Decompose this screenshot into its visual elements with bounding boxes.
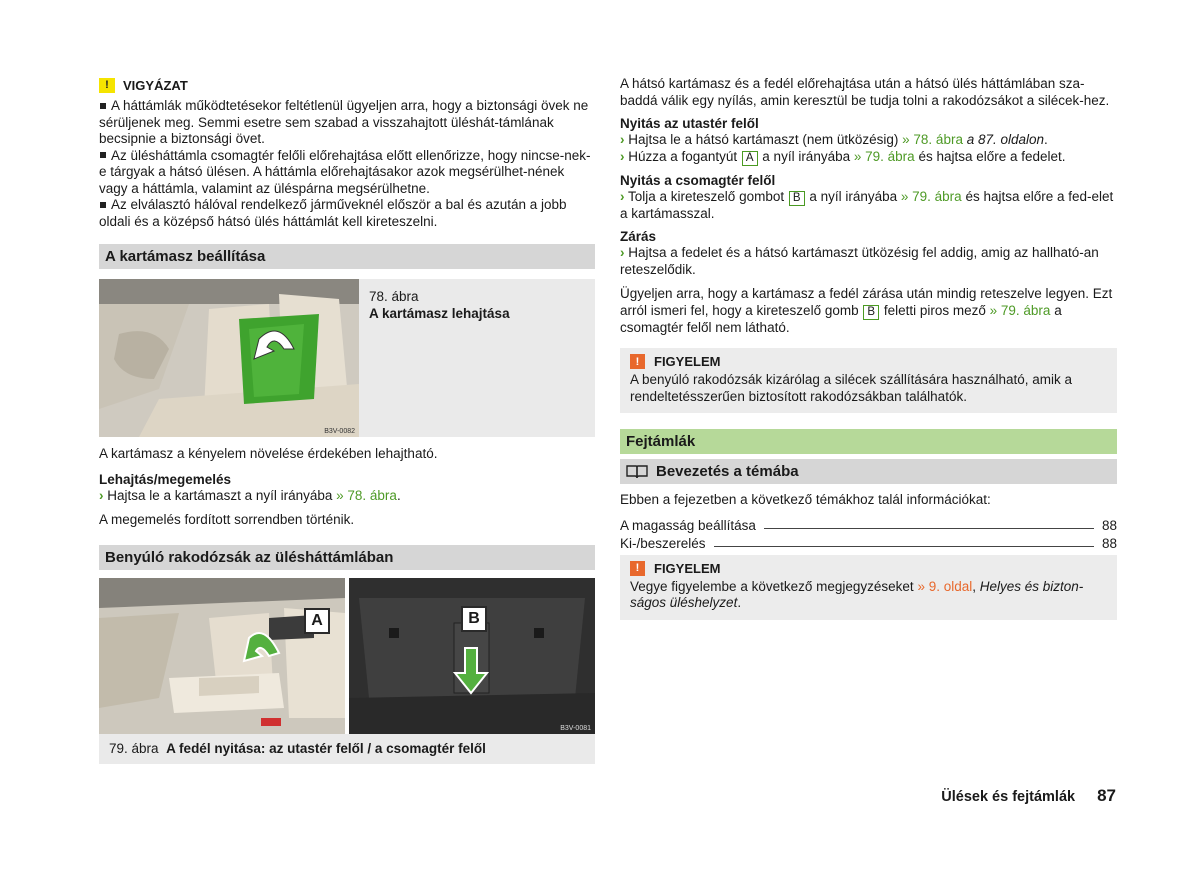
figure-ref-link[interactable]: » 79. ábra: [900, 188, 962, 204]
figure-ref-link[interactable]: » 79. ábra: [989, 302, 1051, 318]
label-b-box: B: [789, 191, 805, 206]
warning-title: VIGYÁZAT: [123, 77, 188, 93]
step-arrow-icon: ›: [620, 148, 625, 164]
notice-text: Vegye figyelembe a következő megjegyzéseket » 9. oldal, Helyes és bizton-ságos üléshelyzet.: [630, 578, 1084, 610]
section-heading-headrests: Fejtámlák: [620, 429, 1117, 454]
section-heading-ski-bag: Benyúló rakodózsák az ülésháttámlában: [99, 545, 595, 570]
warning-item: Az elválasztó hálóval rendelkező járműveknél először a bal és azután a jobb oldali és a középső hátsó ülés háttámlát kell kireteszelni.: [99, 197, 567, 229]
step-open-inside-2: › Húzza a fogantyút A a nyíl irányába » 79. ábra és hajtsa előre a fedelet.: [620, 148, 1066, 164]
raise-note: A megemelés fordított sorrendben történik.: [99, 512, 355, 527]
page-ref-link[interactable]: » 9. oldal: [917, 578, 973, 594]
toc-row[interactable]: A magasság beállítása 88: [620, 517, 1117, 533]
step-arrow-icon: ›: [99, 487, 104, 503]
step-open-trunk-1: › Tolja a kireteszelő gombot B a nyíl irányába » 79. ábra és hajtsa előre a fed-elet a kartámasszal.: [620, 188, 1114, 221]
notice-heading: ! FIGYELEM: [630, 354, 1107, 369]
label-b: B: [461, 606, 487, 632]
interior-illustration: [99, 578, 345, 734]
section-heading-armrest: A kartámasz beállítása: [99, 244, 595, 269]
step-arrow-icon: ›: [620, 132, 625, 147]
figure-78: [99, 279, 595, 437]
square-bullet-icon: [100, 202, 106, 208]
warning-item: A háttámlák működtetésekor feltétlenül ügyeljen arra, hogy a biztonsági övek ne sérüljenek meg. Semmi esetre sem szabad a visszahajtott üléshát-támlának becsipnie a biztonsági övet.: [99, 98, 589, 146]
figure-code: B3V-0082: [324, 428, 355, 435]
intro-bar: Bevezetés a témába: [620, 459, 1117, 484]
figure-caption: [359, 279, 595, 437]
figure-ref-link[interactable]: » 78. ábra: [902, 132, 963, 147]
lock-note: Ügyeljen arra, hogy a kartámasz a fedél zárása után mindig reteszelve legyen. Ezt arról ismeri fel, hogy a kireteszelő gomb B feletti piros mező » 79. ábra a csomagtér felől nem látható.: [620, 286, 1113, 335]
left-column: [99, 76, 595, 764]
armrest-photo: [99, 279, 359, 437]
sub-heading-open-inside: Nyitás az utastér felől: [620, 116, 759, 131]
armrest-intro: A kartámasz a kényelem növelése érdekében lehajtható.: [99, 446, 438, 461]
figure-number: 79. ábra: [109, 741, 159, 756]
figure-code: B3V-0081: [560, 724, 591, 732]
label-a-box: A: [742, 151, 758, 166]
square-bullet-icon: [100, 152, 106, 158]
sub-heading-fold: Lehajtás/megemelés: [99, 471, 232, 487]
notice-heading: ! FIGYELEM: [630, 561, 1107, 576]
sub-heading-close: Zárás: [620, 229, 657, 244]
figure-number: 78. ábra: [369, 289, 419, 304]
photo-inside: [99, 578, 345, 734]
label-b-box: B: [863, 305, 879, 320]
toc-row[interactable]: Ki-/beszerelés 88: [620, 535, 1117, 551]
exclamation-icon: !: [630, 354, 645, 369]
ski-bag-intro: A hátsó kartámasz és a fedél előrehajtása után a hátsó ülés háttámlában sza-baddá válik egy nyílás, amin keresztül be tudja tolni a rakodózsákot a silécek-hez.: [620, 76, 1110, 108]
step-close-1: › Hajtsa a fedelet és a hátsó kartámaszt ütközésig fel addig, amig az hallható-an reteszelődik.: [620, 245, 1099, 277]
page-footer: [941, 786, 1116, 806]
figure-79-caption: [99, 734, 595, 764]
trunk-illustration: [349, 578, 595, 734]
armrest-illustration: [99, 279, 359, 437]
chapter-title: Ülések és fejtámlák: [941, 789, 1076, 805]
toc-list: [620, 515, 1117, 551]
exclamation-icon: !: [630, 561, 645, 576]
step-fold: › Hajtsa le a kartámaszt a nyíl irányába » 78. ábra.: [99, 487, 401, 503]
step-arrow-icon: ›: [620, 188, 625, 204]
figure-79: [99, 578, 595, 734]
page-number: 87: [1097, 786, 1116, 805]
topics-intro: Ebben a fejezetben a következő témákhoz talál információkat:: [620, 492, 991, 507]
figure-title: A fedél nyitása: az utastér felől / a csomagtér felől: [166, 741, 486, 756]
notice-box: [620, 348, 1117, 413]
warning-heading: [99, 76, 595, 94]
label-a: A: [304, 608, 330, 634]
warning-item: Az ülésháttámla csomagtér felőli előrehajtása előtt ellenőrizze, hogy nincse-nek-e tárgyak a hátsó ülésen. A háttámla előrehajtásakor azok megsérülhet-nének vagy a háttámla, valamint az üléspárna megsérülhetne.: [99, 147, 591, 196]
figure-ref-link[interactable]: » 79. ábra: [853, 148, 915, 164]
step-open-inside-1: › Hajtsa le a hátsó kartámaszt (nem ütközésig) » 78. ábra a 87. oldalon.: [620, 132, 1048, 147]
notice-box: [620, 555, 1117, 620]
warning-triangle-icon: !: [99, 78, 115, 93]
notice-text: A benyúló rakodózsák kizárólag a silécek szállítására használható, amik a rendeltetésszerűen biztosított rakodózsákban találhatók.: [630, 372, 1072, 404]
photo-trunk: [349, 578, 595, 734]
step-arrow-icon: ›: [620, 245, 625, 260]
book-icon: [626, 464, 648, 479]
square-bullet-icon: [100, 103, 106, 109]
right-column: [620, 76, 1117, 620]
figure-title: A kartámasz lehajtása: [369, 305, 510, 321]
sub-heading-open-trunk: Nyitás a csomagtér felől: [620, 172, 776, 188]
figure-ref-link[interactable]: » 78. ábra: [336, 487, 397, 503]
